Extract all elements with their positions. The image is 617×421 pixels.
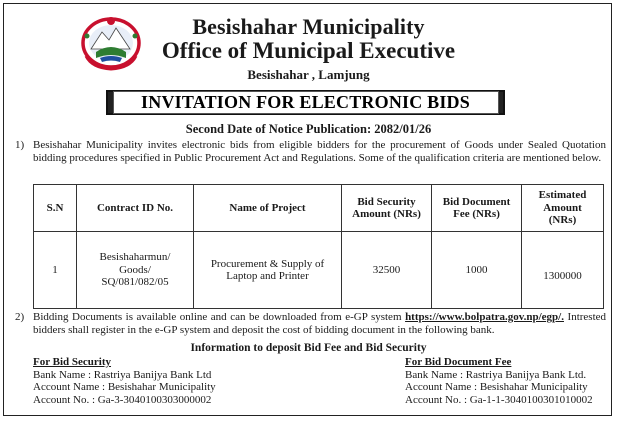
col-sn: S.N: [34, 185, 77, 232]
publication-date: Second Date of Notice Publication: 2082/01/26: [185, 122, 432, 136]
col-project: Name of Project: [194, 185, 342, 232]
table-header-row: [34, 185, 604, 232]
bid-fee-info: [405, 356, 593, 406]
cell-fee: 1000: [432, 232, 522, 309]
para2-text: Bidding Documents is available online and can be downloaded from e-GP system https://www.bolpatra.gov.np/egp/. Intrested bidders shall register in the e-GP system and deposit the cost of bidding document in the following bank.: [33, 311, 607, 336]
cell-estimate: 1300000: [522, 232, 604, 309]
bid-fee-bank: Bank Name : Rastriya Banijya Bank Ltd.: [405, 368, 587, 381]
para2-number: 2): [15, 311, 25, 323]
cell-security: 32500: [342, 232, 432, 309]
cell-project: Procurement & Supply of Laptop and Printer: [194, 232, 342, 309]
org-name: Besishahar Municipality: [192, 14, 425, 39]
notice-page: [3, 3, 612, 416]
col-estimate: Estimated Amount (NRs): [522, 185, 604, 232]
cell-sn: 1: [34, 232, 77, 309]
title-banner: [106, 90, 505, 115]
bid-security-account-no: Account No. : Ga-3-3040100303000002: [33, 393, 212, 406]
bid-fee-account-name: Account Name : Besishahar Municipality: [405, 381, 588, 393]
bid-security-bank: Bank Name : Rastriya Banijya Bank Ltd: [33, 368, 212, 381]
title-banner-text: INVITATION FOR ELECTRONIC BIDS: [113, 91, 499, 114]
col-security: Bid Security Amount (NRs): [342, 185, 432, 232]
para1-number: 1): [15, 139, 25, 151]
location: Besishahar , Lamjung: [247, 67, 370, 82]
bid-security-title: For Bid Security: [33, 356, 112, 368]
deposit-heading: Information to deposit Bid Fee and Bid Security: [190, 342, 427, 354]
office-name: Office of Municipal Executive: [161, 38, 456, 63]
col-contract: Contract ID No.: [77, 185, 194, 232]
col-fee: Bid Document Fee (NRs): [432, 185, 522, 232]
bid-fee-account-no: Account No. : Ga-1-1-3040100301010002: [405, 393, 593, 406]
cell-contract: Besishaharmun/ Goods/ SQ/081/082/05: [77, 232, 194, 309]
bid-security-account-name: Account Name : Besishahar Municipality: [33, 381, 216, 393]
bid-fee-title: For Bid Document Fee: [405, 356, 512, 368]
table-row: [34, 232, 604, 309]
bid-security-info: [33, 356, 216, 406]
para1-text: Besishahar Municipality invites electronic bids from eligible bidders for the procurement of Goods under Sealed Quotation bidding procedures specified in Public Procurement Act and Regulations. Some of the qualification criteria are mentioned below.: [33, 139, 606, 164]
egp-link[interactable]: https://www.bolpatra.gov.np/egp/.: [405, 311, 564, 323]
bid-table: [33, 184, 604, 309]
